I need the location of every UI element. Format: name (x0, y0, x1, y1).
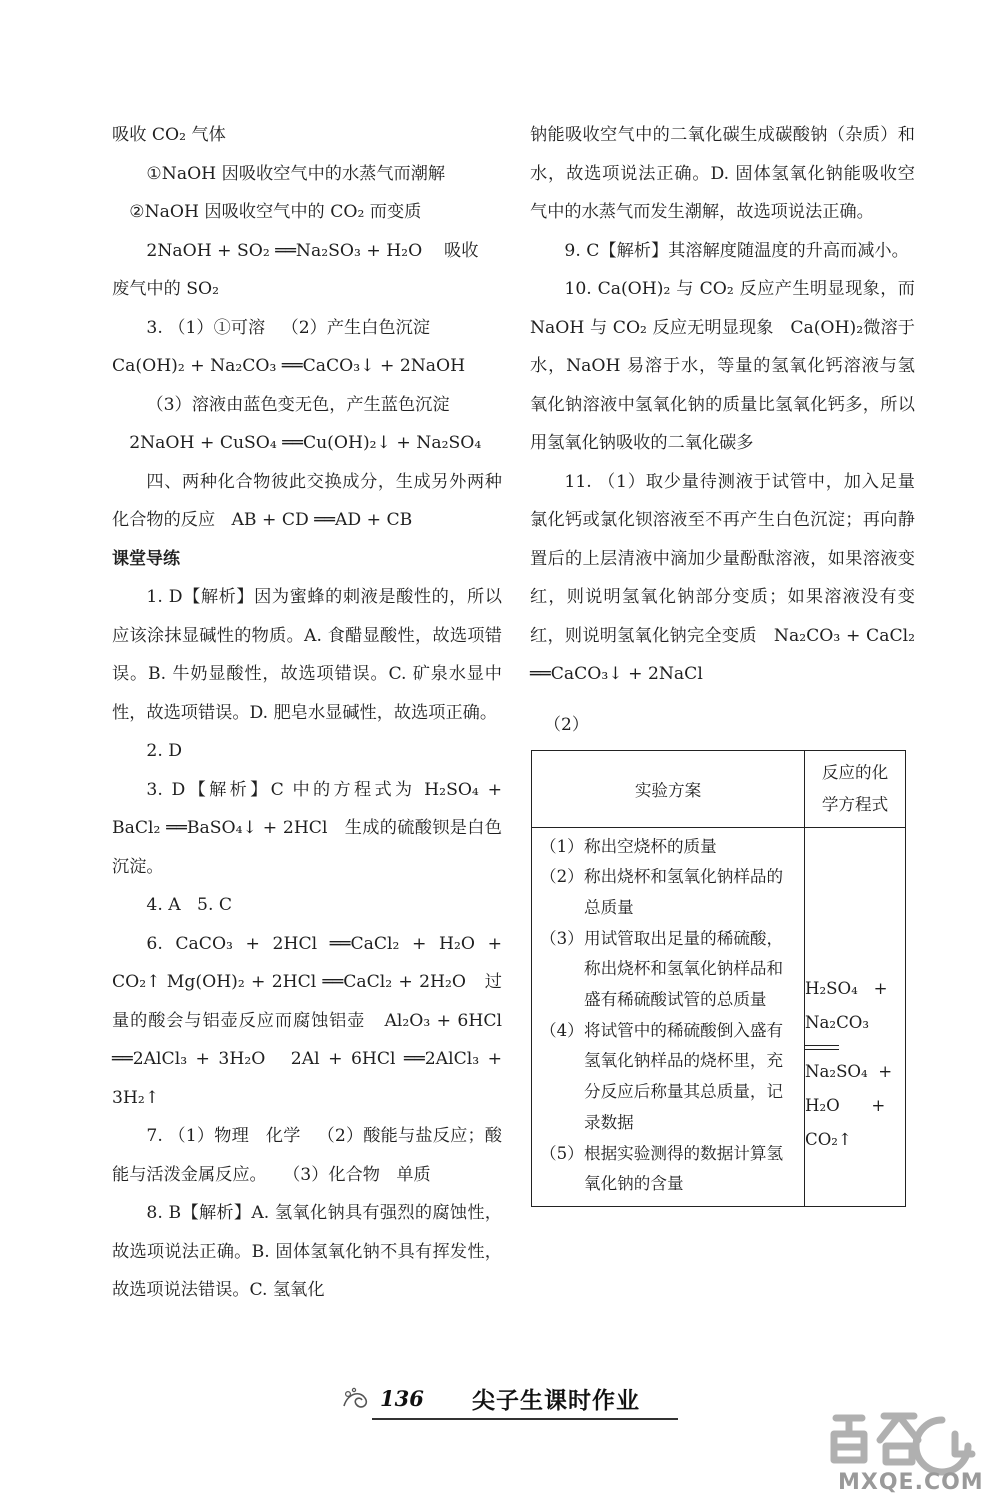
equation-term: CO₂↑ (805, 1130, 852, 1150)
left-column (112, 116, 508, 1310)
equation-term: Na₂CO₃ (805, 1013, 870, 1033)
plan-step (540, 1139, 796, 1200)
equals-sign (805, 1045, 839, 1050)
experiment-table (531, 750, 906, 1207)
answer-line: 3. （1）①可溶 （2）产生白色沉淀 (146, 317, 430, 338)
plan-step (540, 832, 796, 863)
equation-term: H₂O + (805, 1096, 886, 1116)
plan-step (540, 924, 796, 1016)
watermark-text: MXQE.COM (838, 1470, 984, 1495)
table-label: （2） (544, 714, 589, 735)
answer-paragraph: 6. CaCO₃ + 2HCl ══CaCl₂ + H₂O + CO₂↑ Mg(OH)₂ + 2HCl ══CaCl₂ + 2H₂O 过量的酸会与铝壶反应而腐蚀铝壶 Al₂O₃ + 6HCl ══2AlCl₃ + 3H₂O 2Al + 6HCl ══2AlCl₃ + 3H₂↑ (112, 933, 508, 1108)
equation-term: Na₂SO₄ + (805, 1062, 893, 1082)
equation-line: Ca(OH)₂ + Na₂CO₃ ══CaCO₃↓ + 2NaOH (112, 356, 466, 376)
answer-paragraph: 1. D【解析】因为蜜蜂的刺液是酸性的，所以应该涂抹显碱性的物质。A. 食醋显酸性，故选项错误。B. 牛奶显酸性，故选项错误。C. 矿泉水显中性，故选项错误。D. 肥皂水显碱性，故选项正确。 (112, 587, 502, 723)
section-heading: 课堂导练 (112, 548, 180, 569)
answer-line: 吸收 CO₂ 气体 (112, 125, 226, 145)
answer-paragraph: 11. （1）取少量待测液于试管中，加入足量氯化钙或氯化钡溶液至不再产生白色沉淀；再向静置后的上层清液中滴加少量酚酞溶液，如果溶液变红，则说明氢氧化钠部分变质；如果溶液没有变红，则说明氢氧化钠完全变质 Na₂CO₃ + CaCl₂ ══CaCO₃↓ + 2NaCl (530, 471, 921, 684)
step-text: 将试管中的稀硫酸倒入盛有氢氧化钠样品的烧杯里，充分反应后称量其总质量，记录数据 (584, 1020, 784, 1132)
header-equation-line2: 学方程式 (821, 794, 889, 814)
footer-rule (372, 1418, 678, 1420)
answer-paragraph: 3. D【解析】C 中的方程式为 H₂SO₄ + BaCl₂ ══BaSO₄↓ + 2HCl 生成的硫酸钡是白色沉淀。 (112, 779, 508, 877)
plan-step (540, 862, 796, 923)
page-number: 136 (380, 1386, 424, 1411)
header-equation-line1: 反应的化 (821, 762, 889, 782)
answer-paragraph: 钠能吸收空气中的二氧化碳生成碳酸钠（杂质）和水，故选项说法正确。D. 固体氢氧化钠能吸收空气中的水蒸气而发生潮解，故选项说法正确。 (530, 125, 915, 222)
header-equation (805, 750, 906, 827)
series-title: 尖子生课时作业 (472, 1388, 640, 1414)
step-number: （4） (540, 1020, 584, 1040)
equation-term: H₂SO₄ + (805, 979, 888, 999)
equation-line: 2NaOH + SO₂ ══Na₂SO₃ + H₂O 吸收 (146, 240, 479, 261)
step-number: （2） (540, 867, 584, 887)
table-row (532, 827, 906, 1206)
plan-steps-cell (532, 827, 805, 1206)
step-number: （1） (540, 836, 584, 856)
right-column (530, 116, 921, 1207)
answer-paragraph: 9. C【解析】其溶解度随温度的升高而减小。 (564, 240, 909, 261)
page-footer (334, 1378, 684, 1438)
step-text: 称出烧杯和氢氧化钠样品的总质量 (584, 867, 784, 917)
step-text: 用试管取出足量的稀硫酸，称出烧杯和氢氧化钠样品和盛有稀硫酸试管的总质量 (584, 928, 784, 1010)
plan-step (540, 1016, 796, 1139)
answer-line: ②NaOH 因吸收空气中的 CO₂ 而变质 (129, 202, 422, 222)
answer-line: 4. A 5. C (146, 895, 233, 915)
answer-paragraph: 7. （1）物理 化学 （2）酸能与盐反应；酸能与活泼金属反应。 （3）化合物 单质 (112, 1126, 502, 1185)
answer-line: 废气中的 SO₂ (112, 279, 219, 299)
answer-paragraph: 10. Ca(OH)₂ 与 CO₂ 反应产生明显现象，而 NaOH 与 CO₂ 反应无明显现象 Ca(OH)₂微溶于水，NaOH 易溶于水，等量的氢氧化钙溶液与氢氧化钠溶液中氢氧化钠的质量比氢氧化钙多，所以用氢氧化钠吸收的二氧化碳多 (530, 279, 921, 453)
answer-line: 2. D (146, 741, 183, 761)
answer-line: （3）溶液由蓝色变无色，产生蓝色沉淀 (146, 394, 450, 415)
answer-paragraph: 四、两种化合物彼此交换成分，生成另外两种化合物的反应 AB + CD ══AD + CB (112, 471, 502, 530)
step-number: （3） (540, 928, 584, 948)
step-text: 称出空烧杯的质量 (584, 836, 717, 856)
step-text: 根据实验测得的数据计算氢氧化钠的含量 (584, 1143, 784, 1194)
equation-cell (805, 827, 906, 1206)
table-header-row (532, 750, 906, 827)
equation-line: 2NaOH + CuSO₄ ══Cu(OH)₂↓ + Na₂SO₄ (129, 433, 482, 453)
step-number: （5） (540, 1143, 584, 1163)
header-plan: 实验方案 (532, 750, 805, 827)
answer-line: ①NaOH 因吸收空气中的水蒸气而潮解 (146, 163, 446, 184)
answer-paragraph: 8. B【解析】A. 氢氧化钠具有强烈的腐蚀性，故选项说法正确。B. 固体氢氧化钠不具有挥发性，故选项说法错误。C. 氢氧化 (112, 1203, 502, 1300)
